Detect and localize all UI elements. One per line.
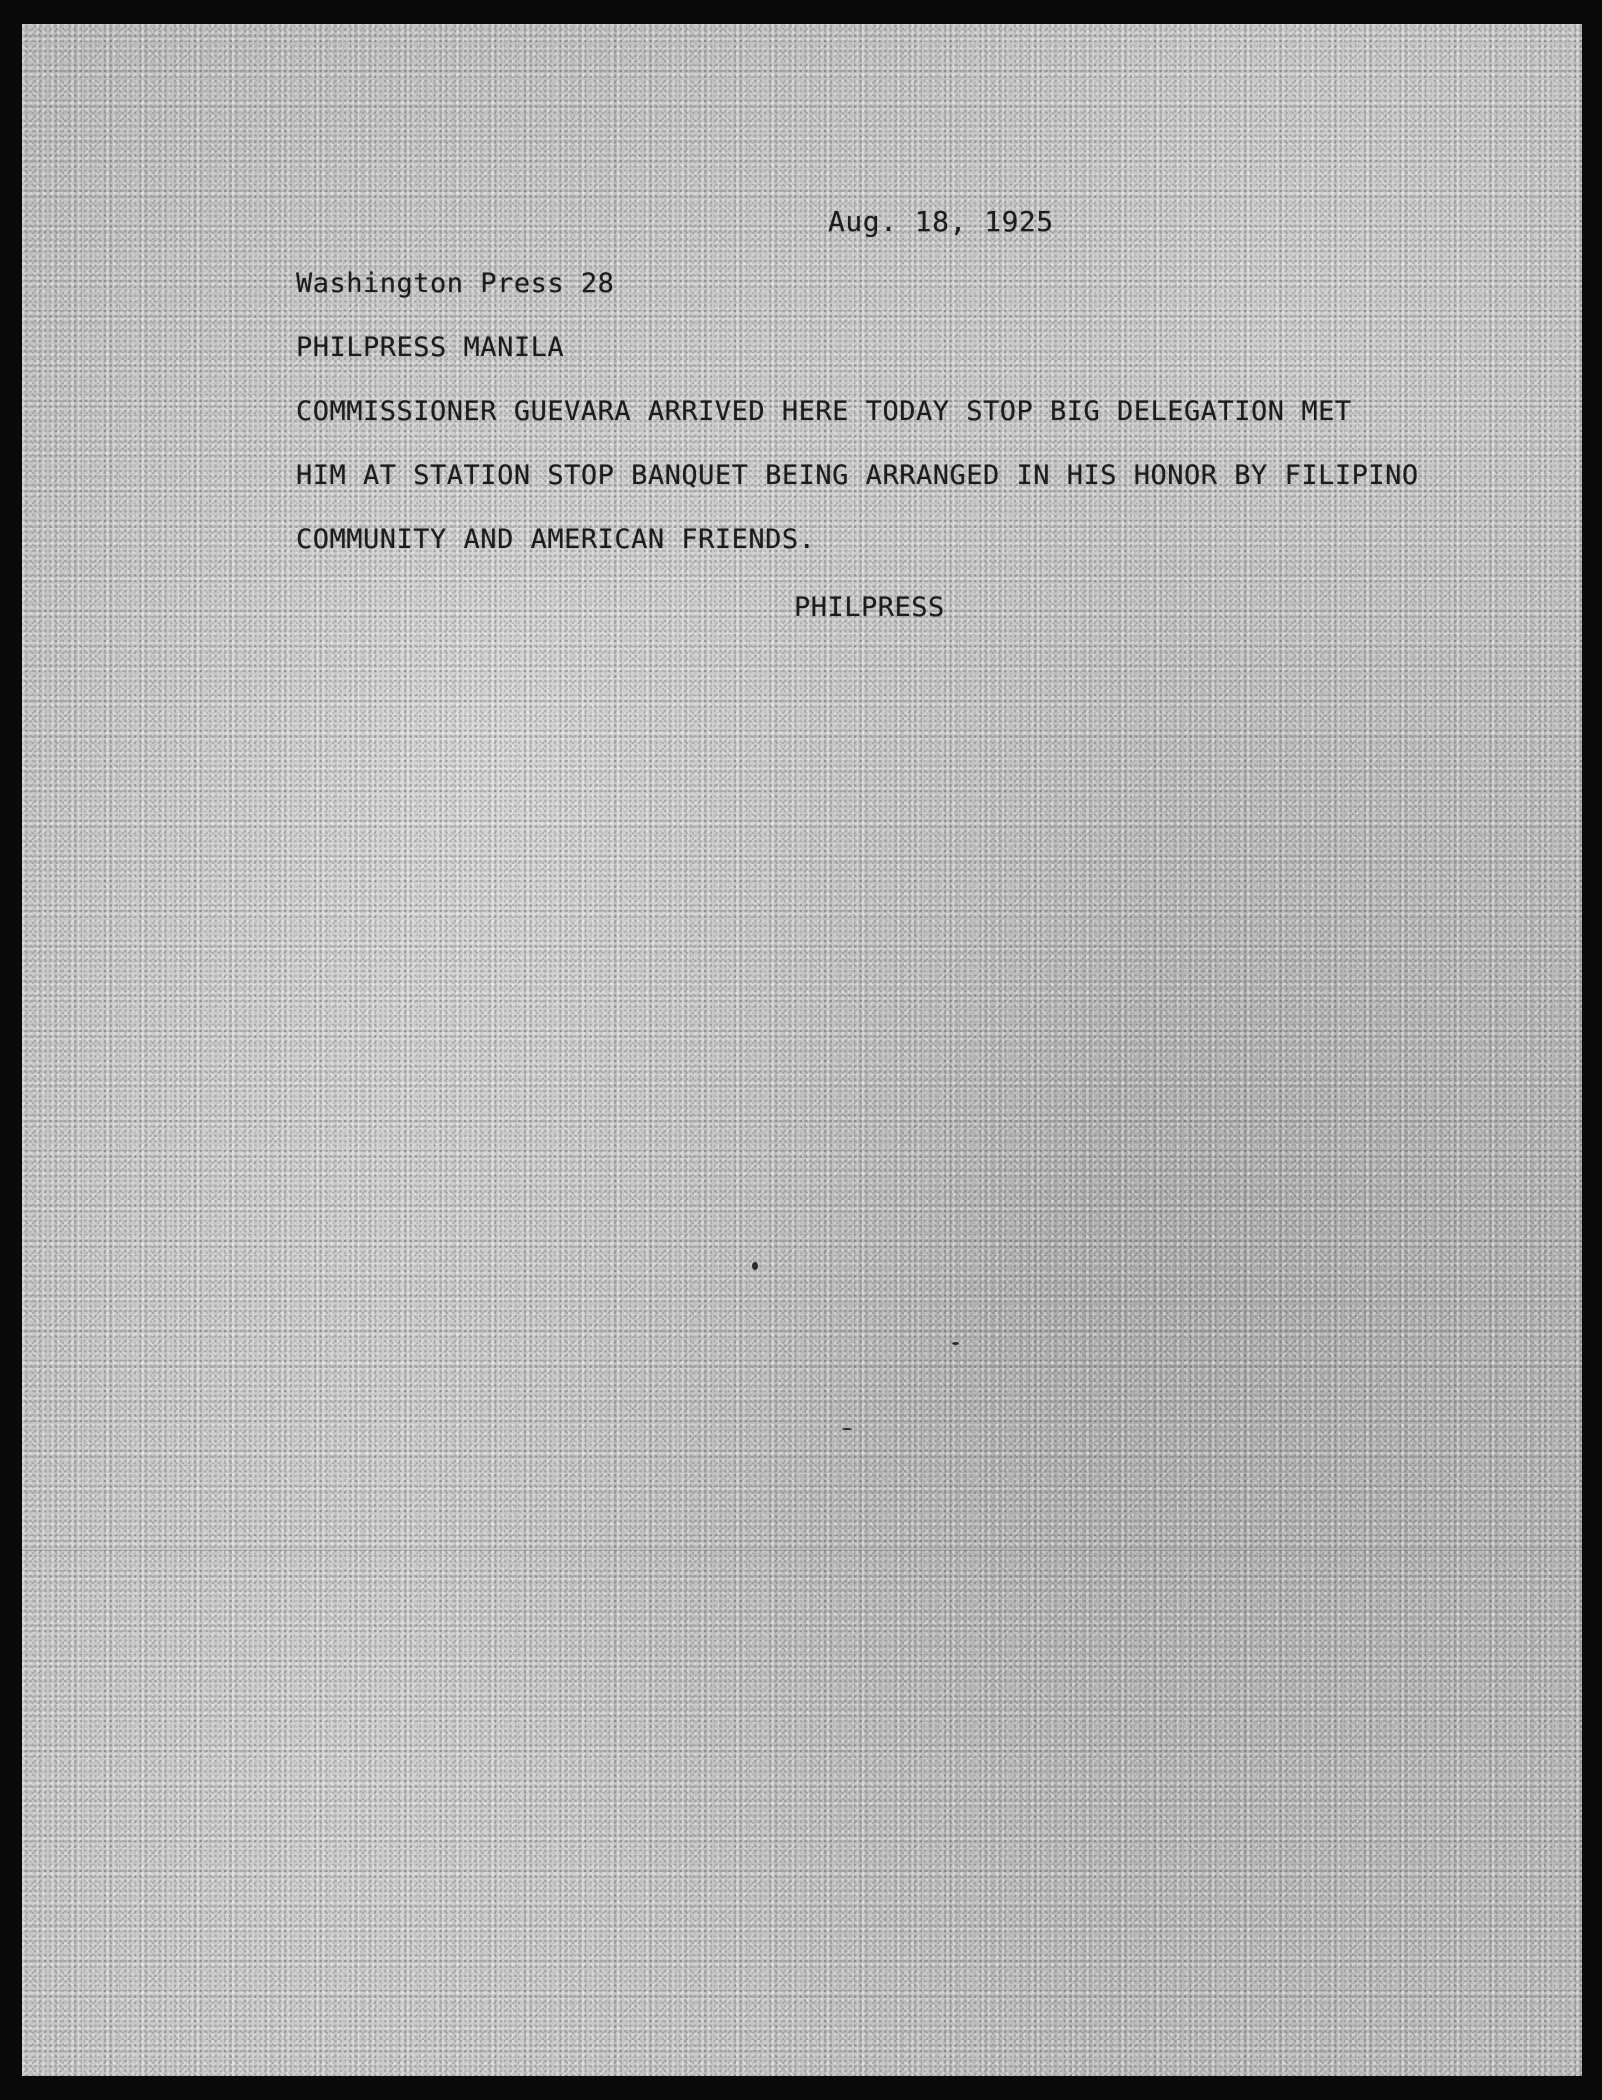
telegram-body-line: COMMISSIONER GUEVARA ARRIVED HERE TODAY STOP BIG DELEGATION MET xyxy=(296,396,1352,427)
ink-speck xyxy=(842,1428,852,1430)
fold-line xyxy=(22,1550,1582,1551)
telegram-body-line: HIM AT STATION STOP BANQUET BEING ARRANGED IN HIS HONOR BY FILIPINO xyxy=(296,460,1419,491)
telegram-body-line: COMMUNITY AND AMERICAN FRIENDS. xyxy=(296,524,816,555)
telegram-address: PHILPRESS MANILA xyxy=(296,332,565,363)
telegram-date: Aug. 18, 1925 xyxy=(828,205,1054,238)
ink-speck xyxy=(752,1262,758,1270)
telegram-origin: Washington Press 28 xyxy=(296,268,615,299)
telegram-page xyxy=(22,24,1582,2076)
ink-speck xyxy=(952,1342,959,1345)
telegram-signature: PHILPRESS xyxy=(794,592,945,623)
